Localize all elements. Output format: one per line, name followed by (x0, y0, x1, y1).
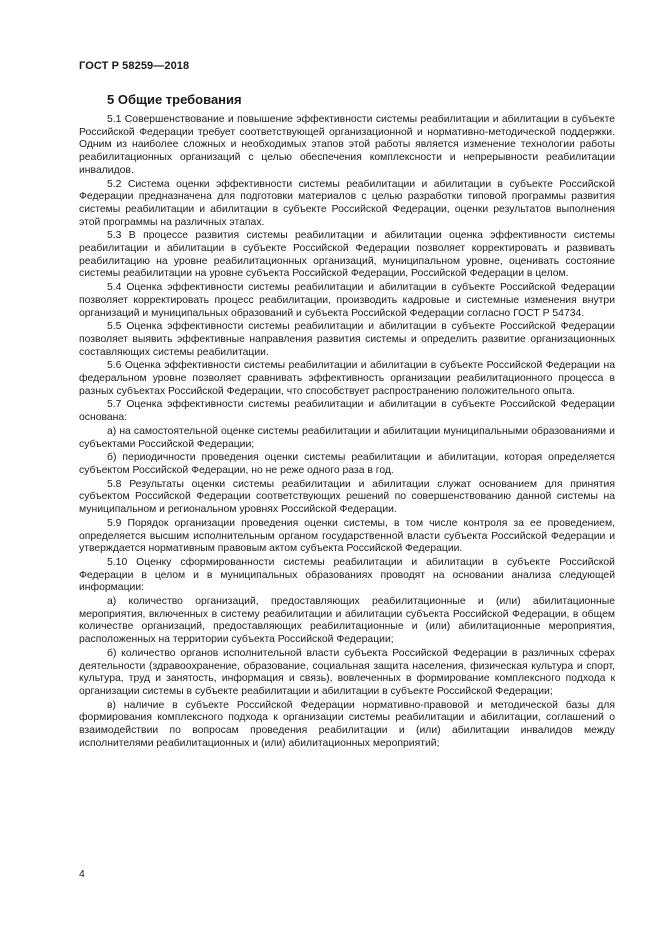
paragraph-5-9: 5.9 Порядок организации проведения оценки системы, в том числе контроля за ее проведением, определяется высшим исполнительным органом государственной власти субъекта Российской Федерации и утверждается нормативным правовым актом субъекта Российской Федерации. (79, 517, 615, 555)
paragraph-5-10: 5.10 Оценку сформированности системы реабилитации и абилитации в субъекте Российской Федерации в целом и в муниципальных образованиях проводят на основании анализа следующей информации: (79, 556, 615, 594)
body-text (79, 114, 615, 751)
page-number: 4 (79, 869, 85, 880)
paragraph-5-5: 5.5 Оценка эффективности системы реабилитации и абилитации в субъекте Российской Федерации позволяет выявить эффективные направления развития системы и определить развитие организационных составляющих системы реабилитации. (79, 321, 615, 358)
section-title: 5 Общие требования (107, 92, 242, 107)
paragraph-5-3: 5.3 В процессе развития системы реабилитации и абилитации оценка эффективности системы реабилитации и абилитации в субъекте Российской Федерации позволяет корректировать и развивать реабилитацию на уровне реабилитационных организаций, муниципальном уровне, оценивать состояние системы реабилитации на уровне субъекта Российской Федерации, Российской Федерации в целом. (79, 230, 615, 280)
list-item-5-7-a: а) на самостоятельной оценке системы реабилитации и абилитации муниципальными образованиями и субъектами Российской Федерации; (79, 425, 615, 450)
list-item-5-10-c: в) наличие в субъекте Российской Федерации нормативно-правовой и методической базы для формирования комплексного подхода к организации системы реабилитации и абилитации, соглашений о взаимодействии по вопросам проведения реабилитации и (или) абилитации инвалидов между исполнителями реабилитационных и (или) абилитационных мероприятий; (79, 699, 615, 749)
paragraph-5-8: 5.8 Результаты оценки системы реабилитации и абилитации служат основанием для принятия субъектом Российской Федерации соответствующих решений по совершенствованию данной системы на муниципальном и региональном уровнях Российской Федерации. (79, 478, 615, 516)
paragraph-5-4: 5.4 Оценка эффективности системы реабилитации и абилитации в субъекте Российской Федерации позволяет корректировать процесс реабилитации, производить кадровые и системные изменения внутри организаций и муниципальных образований и субъекта Российской Федерации согласно ГОСТ Р 54734. (79, 282, 615, 319)
paragraph-5-2: 5.2 Система оценки эффективности системы реабилитации и абилитации в субъекте Российской Федерации предназначена для подготовки материалов с целью разработки типовой программы развития системы реабилитации и абилитации в субъекте Российской Федерации, оценки результатов выполнения этой программы на различных этапах. (79, 178, 615, 228)
paragraph-5-1: 5.1 Совершенствование и повышение эффективности системы реабилитации и абилитации в субъекте Российской Федерации требует соответствующей организационной и нормативно-методической поддержки. Одним из наиболее сложных и необходимых этапов этой работы является изменение технологии работы реабилитационных организаций с целью обеспечения комплексности и непрерывности реабилитации инвалидов. (79, 114, 615, 176)
standard-header: ГОСТ Р 58259—2018 (79, 60, 190, 72)
list-item-5-10-b: б) количество органов исполнительной власти субъекта Российской Федерации в различных сферах деятельности (здравоохранение, образование, социальная защита населения, физическая культура и спорт, культура, труд и занятость, информация и связь), вовлеченных в формирование комплексного подхода к организации системы в субъекте реабилитации и абилитации в субъекте Российской Федерации; (79, 647, 615, 697)
list-item-5-7-b: б) периодичности проведения оценки системы реабилитации и абилитации, которая определяется субъектом Российской Федерации, но не реже одного раза в год. (79, 452, 615, 476)
paragraph-5-6: 5.6 Оценка эффективности системы реабилитации и абилитации в субъекте Российской Федерации на федеральном уровне позволяет сравнивать эффективность организации реабилитационного процесса в разных субъектах Российской Федерации, что способствует распространению положительного опыта. (79, 360, 615, 397)
list-item-5-10-a: а) количество организаций, предоставляющих реабилитационные и (или) абилитационные мероприятия, включенных в систему реабилитации и абилитации субъекта Российской Федерации, в общем количестве организаций, предоставляющих реабилитационные и (или) абилитационные мероприятия, расположенных на территории субъекта Российской Федерации; (79, 596, 615, 646)
paragraph-5-7: 5.7 Оценка эффективности системы реабилитации и абилитации в субъекте Российской Федерации основана: (79, 399, 615, 424)
